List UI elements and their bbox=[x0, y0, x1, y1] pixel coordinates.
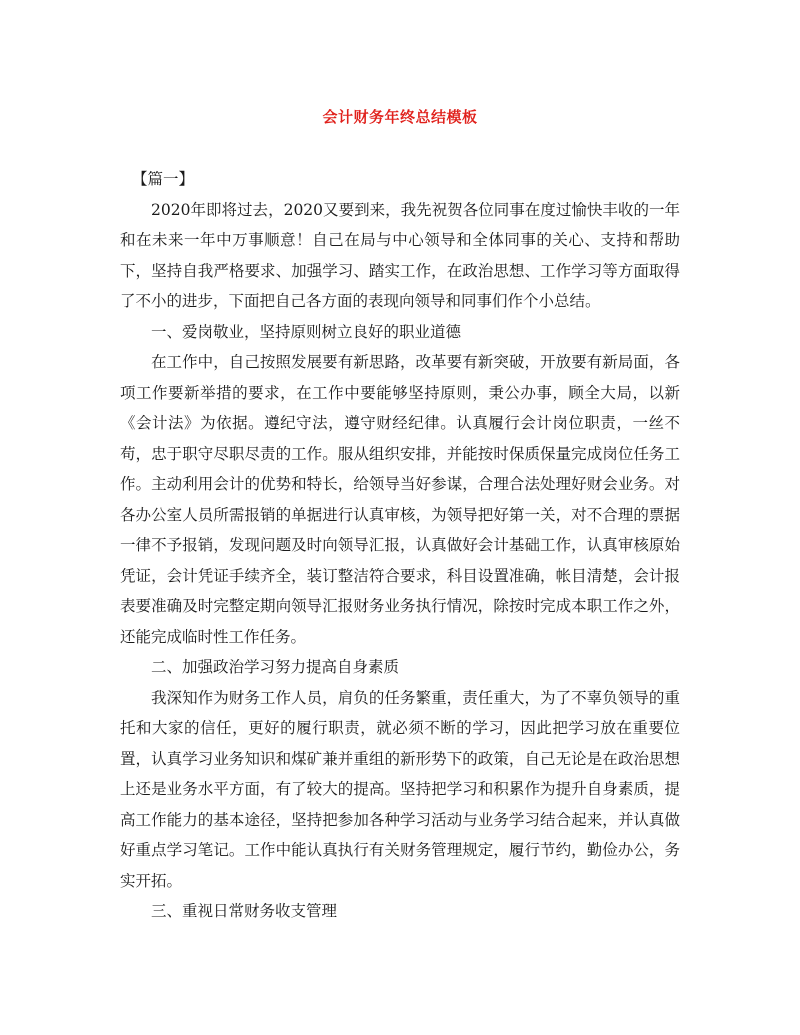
paragraph-2: 我深知作为财务工作人员，肩负的任务繁重，责任重大，为了不辜负领导的重托和大家的信任，更好的履行职责，就必须不断的学习，因此把学习放在重要位置，认真学习业务知识和煤矿兼并重组的新形势下的政策，自己无论是在政治思想上还是业务水平方面，有了较大的提高。坚持把学习和积累作为提升自身素质，提高工作能力的基本途径，坚持把参加各种学习活动与业务学习结合起来，并认真做好重点学习笔记。工作中能认真执行有关财务管理规定，履行节约，勤俭办公，务实开拓。 bbox=[120, 688, 680, 890]
document-body bbox=[120, 164, 680, 927]
section-marker: 【篇一】 bbox=[132, 170, 195, 188]
heading-3: 三、重视日常财务收支管理 bbox=[151, 902, 338, 920]
heading-1: 一、爱岗敬业，坚持原则树立良好的职业道德 bbox=[151, 322, 462, 341]
document-title: 会计财务年终总结模板 bbox=[322, 108, 478, 126]
paragraph-1: 在工作中，自己按照发展要有新思路，改革要有新突破，开放要有新局面，各项工作要新举措的要求，在工作中要能够坚持原则，秉公办事，顾全大局，以新《会计法》为依据。遵纪守法，遵守财经纪律。认真履行会计岗位职责，一丝不苟，忠于职守尽职尽责的工作。服从组织安排，并能按时保质保量完成岗位任务工作。主动利用会计的优势和特长，给领导当好参谋，合理合法处理好财会业务。对各办公室人员所需报销的单据进行认真审核，为领导把好第一关，对不合理的票据一律不予报销，发现问题及时向领导汇报，认真做好会计基础工作，认真审核原始凭证，会计凭证手续齐全，装订整洁符合要求，科目设置准确，帐目清楚，会计报表要准确及时完整定期向领导汇报财务业务执行情况，除按时完成本职工作之外，还能完成临时性工作任务。 bbox=[120, 353, 680, 646]
heading-2: 二、加强政治学习努力提高自身素质 bbox=[151, 658, 400, 676]
paragraph-intro: 2020年即将过去，2020又要到来，我先祝贺各位同事在度过愉快丰收的一年和在未来一年中万事顺意！自己在局与中心领导和全体同事的关心、支持和帮助下，坚持自我严格要求、加强学习、踏实工作，在政治思想、工作学习等方面取得了不小的进步，下面把自己各方面的表现向领导和同事们作个小总结。 bbox=[120, 200, 680, 310]
